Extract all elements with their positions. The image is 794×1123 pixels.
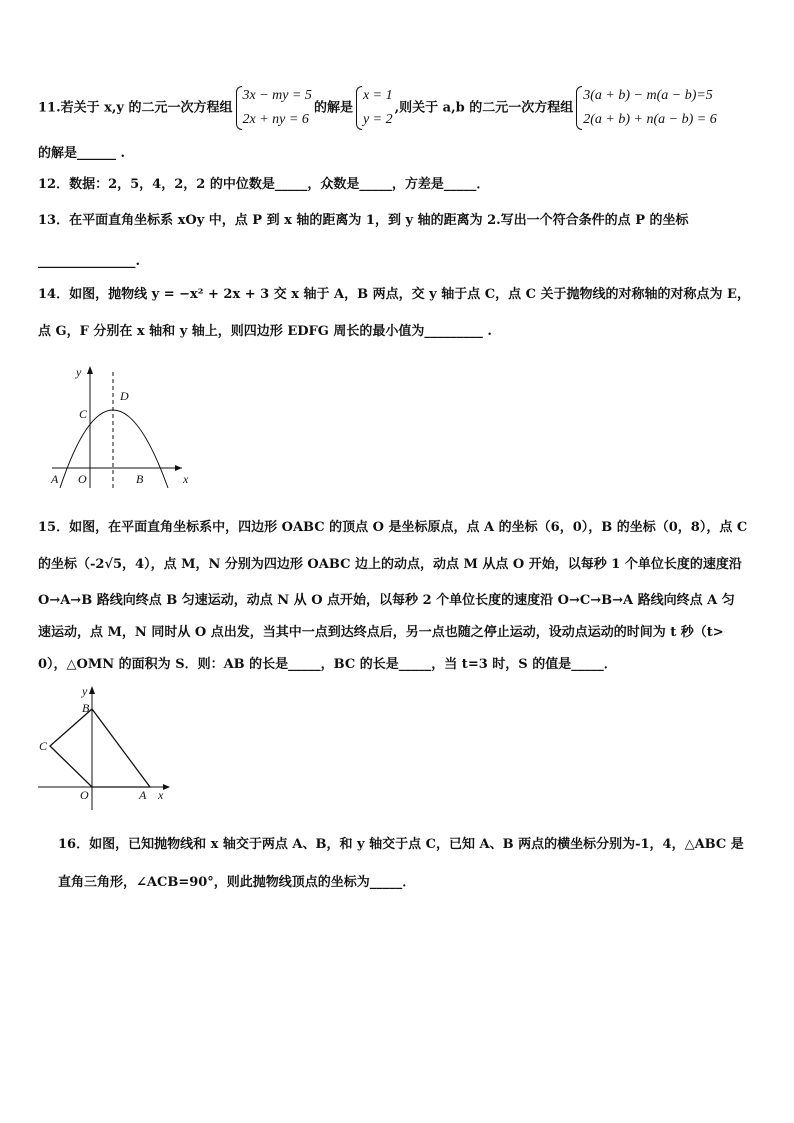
q11-sys3-eq1: 3(a + b) − m(a − b)=5 bbox=[583, 88, 713, 103]
q16-line2: 直角三角形，∠ACB=90°，则此抛物线顶点的坐标为_____． bbox=[58, 875, 416, 890]
y-axis-arrow bbox=[89, 686, 95, 694]
q11-line1 bbox=[38, 84, 719, 132]
q11-sys3-eq2: 2(a + b) + n(a − b) = 6 bbox=[583, 112, 717, 127]
label-b: B bbox=[82, 701, 90, 715]
q11-prefix: 11.若关于 x,y 的二元一次方程组 bbox=[38, 100, 233, 116]
q15-line4: 速运动，点 M，N 同时从 O 点出发，当其中一点到达终点后，另一点也随之停止运动，设动点运动的时间为 t 秒（t> bbox=[38, 625, 724, 640]
label-c: C bbox=[39, 739, 48, 753]
q11-system-2 bbox=[355, 84, 393, 132]
label-b: B bbox=[136, 472, 144, 486]
q11-sys1-eq1: 3x − my = 5 bbox=[242, 88, 312, 103]
label-o: O bbox=[78, 472, 87, 486]
x-axis-arrow bbox=[175, 465, 182, 471]
q14-line2: 点 G，F 分别在 x 轴和 y 轴上，则四边形 EDFG 周长的最小值为_________ . bbox=[38, 324, 492, 339]
q15-line1: 15．如图，在平面直角坐标系中，四边形 OABC 的顶点 O 是坐标原点，点 A 的坐标（6，0），B 的坐标（0，8），点 C bbox=[38, 520, 748, 535]
quadrilateral-oabc bbox=[50, 709, 150, 787]
q11-sys2-eq1: x = 1 bbox=[362, 88, 393, 103]
label-a: A bbox=[51, 472, 59, 486]
q16-line1: 16．如图，已知抛物线和 x 轴交于两点 A、B，和 y 轴交于点 C，已知 A、B 两点的横坐标分别为-1，4，△ABC 是 bbox=[58, 837, 744, 852]
parabola-curve bbox=[60, 410, 168, 488]
q12-text: 12．数据：2，5，4，2，2 的中位数是_____，众数是_____，方差是_____． bbox=[38, 177, 490, 192]
label-y: y bbox=[76, 365, 82, 379]
q15-line5: 0），△OMN 的面积为 S．则：AB 的长是_____，BC 的长是_____，当 t=3 时，S 的值是_____． bbox=[38, 657, 617, 672]
q13-line2: _______________. bbox=[38, 254, 141, 269]
q11-mid: 的解是 bbox=[313, 100, 353, 116]
q13-line1: 13．在平面直角坐标系 xOy 中，点 P 到 x 轴的距离为 1，到 y 轴的距离为 2.写出一个符合条件的点 P 的坐标 bbox=[38, 213, 689, 228]
q11-system-3 bbox=[575, 84, 716, 132]
q15-line2: 的坐标（-2√5，4），点 M，N 分别为四边形 OABC 边上的动点，动点 M 从点 O 开始，以每秒 1 个单位长度的速度沿 bbox=[38, 557, 742, 572]
q14-line1: 14．如图，抛物线 y = −x² + 2x + 3 交 x 轴于 A，B 两点，交 y 轴于点 C，点 C 关于抛物线的对称轴的对称点为 E， bbox=[38, 287, 750, 302]
label-d: D bbox=[120, 389, 129, 403]
label-c: C bbox=[79, 407, 88, 421]
label-y: y bbox=[82, 684, 88, 698]
q15-line3: O→A→B 路线向终点 B 匀速运动，动点 N 从 O 点开始，以每秒 2 个单位长度的速度沿 O→C→B→A 路线向终点 A 匀 bbox=[38, 593, 735, 608]
y-axis-arrow bbox=[87, 366, 93, 374]
q11-mid2: ,则关于 a,b 的二元一次方程组 bbox=[394, 100, 574, 116]
parabola-figure bbox=[40, 362, 200, 492]
q11-sys1-eq2: 2x + ny = 6 bbox=[242, 112, 309, 127]
label-o: O bbox=[80, 788, 89, 802]
label-a: A bbox=[139, 788, 147, 802]
label-x: x bbox=[183, 472, 189, 486]
q11-system-1 bbox=[235, 84, 312, 132]
x-axis-arrow bbox=[163, 784, 170, 790]
q11-line2: 的解是______ . bbox=[38, 146, 126, 161]
label-x: x bbox=[158, 788, 164, 802]
quadrilateral-figure bbox=[34, 684, 174, 814]
q11-sys2-eq2: y = 2 bbox=[362, 112, 393, 127]
